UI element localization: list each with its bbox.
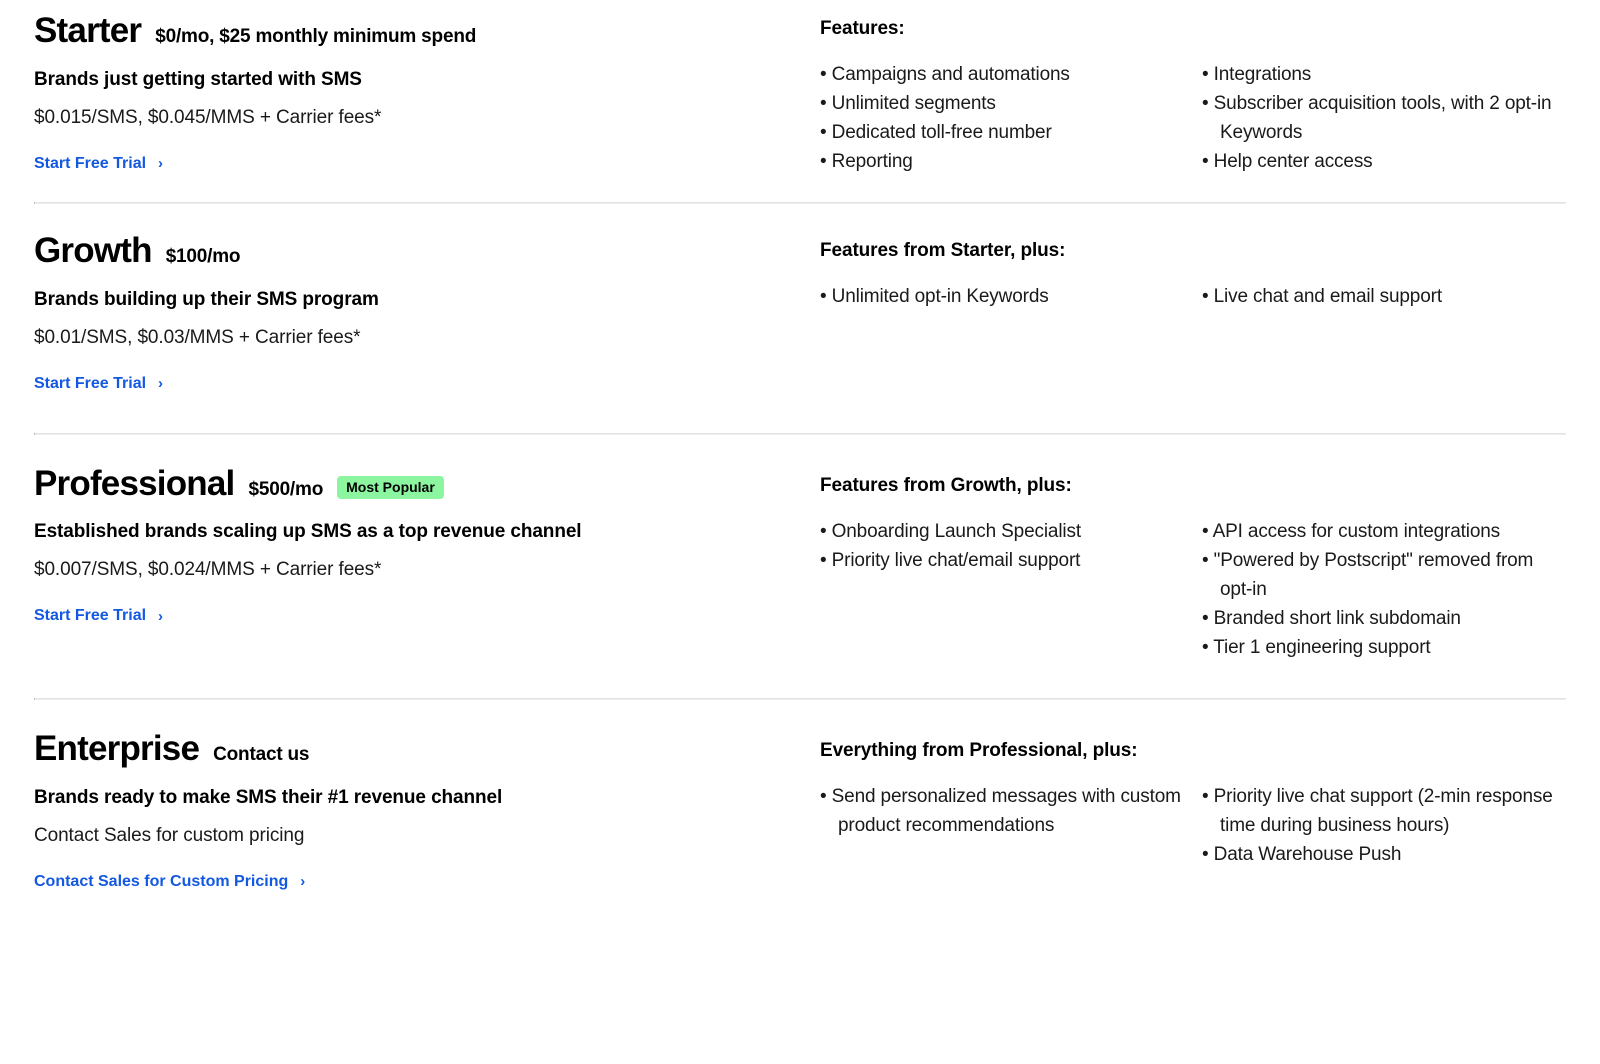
features-column-b <box>1202 18 1566 176</box>
start-free-trial-link-starter[interactable] <box>34 155 163 173</box>
features-column-b <box>1202 240 1566 311</box>
features-column-b <box>1202 475 1566 662</box>
plan-title-row <box>34 12 800 51</box>
plan-summary-enterprise <box>34 730 820 891</box>
list-item: • Unlimited segments <box>820 89 1202 118</box>
cta-label: Start Free Trial <box>34 607 147 625</box>
plan-features-growth <box>820 232 1566 311</box>
list-item: • Integrations <box>1202 60 1566 89</box>
features-list-a <box>820 517 1202 575</box>
features-column-b <box>1202 740 1566 869</box>
plan-rates: $0.015/SMS, $0.045/MMS + Carrier fees* <box>34 106 382 128</box>
list-item: • Send personalized messages with custom product recommendations <box>820 782 1202 840</box>
cta-label: Contact Sales for Custom Pricing <box>34 872 289 890</box>
list-item: • Priority live chat support (2-min response time during business hours) <box>1202 782 1566 840</box>
list-item: • Reporting <box>820 147 1202 176</box>
list-item: • Branded short link subdomain <box>1202 604 1566 633</box>
plan-tagline: Brands building up their SMS program <box>34 288 379 310</box>
plan-name: Enterprise <box>34 729 200 769</box>
plan-section-enterprise <box>34 700 1566 911</box>
status-badge: Most Popular <box>337 476 444 499</box>
features-column-a <box>820 475 1202 662</box>
features-list-a <box>820 60 1202 176</box>
features-list-b <box>1202 60 1566 176</box>
plan-price: $100/mo <box>165 246 241 268</box>
features-column-a <box>820 240 1202 311</box>
list-item: • Data Warehouse Push <box>1202 840 1566 869</box>
features-list-a <box>820 782 1202 840</box>
list-item: • Help center access <box>1202 147 1566 176</box>
features-column-a <box>820 740 1202 869</box>
plan-section-professional <box>34 435 1566 698</box>
plan-title-row <box>34 232 800 271</box>
features-list-b <box>1202 782 1566 869</box>
plan-summary-starter <box>34 12 820 173</box>
features-heading: Features from Starter, plus: <box>820 240 1066 262</box>
plan-section-starter <box>34 0 1566 202</box>
plan-features-starter <box>820 12 1566 176</box>
chevron-right-icon: › <box>158 155 164 172</box>
list-item: • Onboarding Launch Specialist <box>820 517 1202 546</box>
plan-tagline: Brands ready to make SMS their #1 revenue channel <box>34 786 503 808</box>
plan-features-enterprise <box>820 730 1566 869</box>
plan-summary-professional <box>34 465 820 626</box>
plan-tagline: Established brands scaling up SMS as a top revenue channel <box>34 521 582 543</box>
features-list-a <box>820 282 1202 311</box>
list-item: • Campaigns and automations <box>820 60 1202 89</box>
list-item: • Subscriber acquisition tools, with 2 opt-in Keywords <box>1202 89 1566 147</box>
plan-title-row <box>34 465 800 504</box>
list-item: • "Powered by Postscript" removed from opt-in <box>1202 546 1566 604</box>
plan-features-professional <box>820 465 1566 662</box>
start-free-trial-link-professional[interactable] <box>34 607 163 625</box>
chevron-right-icon: › <box>158 607 164 625</box>
plan-rates: $0.01/SMS, $0.03/MMS + Carrier fees* <box>34 326 361 348</box>
cta-label: Start Free Trial <box>34 374 147 392</box>
list-item: • Live chat and email support <box>1202 282 1566 311</box>
contact-sales-link[interactable] <box>34 873 305 891</box>
features-list-b <box>1202 517 1566 662</box>
start-free-trial-link-growth[interactable] <box>34 375 163 393</box>
plan-title-row <box>34 730 800 769</box>
list-item: • Dedicated toll-free number <box>820 118 1202 147</box>
plan-price: $0/mo, $25 monthly minimum spend <box>155 26 477 47</box>
chevron-right-icon: › <box>300 873 306 891</box>
list-item: • Unlimited opt-in Keywords <box>820 282 1202 311</box>
features-heading: Features from Growth, plus: <box>820 474 1072 496</box>
plan-name: Professional <box>34 463 235 503</box>
list-item: • Priority live chat/email support <box>820 546 1202 575</box>
plan-price: Contact us <box>213 744 310 766</box>
plan-rates: $0.007/SMS, $0.024/MMS + Carrier fees* <box>34 559 382 581</box>
features-list-b <box>1202 282 1566 311</box>
list-item: • API access for custom integrations <box>1202 517 1566 546</box>
list-item: • Tier 1 engineering support <box>1202 633 1566 662</box>
plan-section-growth <box>34 204 1566 433</box>
plan-tagline: Brands just getting started with SMS <box>34 68 362 90</box>
features-heading: Features: <box>820 18 905 39</box>
chevron-right-icon: › <box>158 375 164 393</box>
plan-name: Growth <box>34 231 152 271</box>
plan-rates: Contact Sales for custom pricing <box>34 824 305 846</box>
features-heading: Everything from Professional, plus: <box>820 740 1138 762</box>
plan-name: Starter <box>34 11 142 50</box>
features-column-a <box>820 18 1202 176</box>
cta-label: Start Free Trial <box>34 154 147 172</box>
plan-summary-growth <box>34 232 820 393</box>
plan-price: $500/mo <box>248 478 324 500</box>
